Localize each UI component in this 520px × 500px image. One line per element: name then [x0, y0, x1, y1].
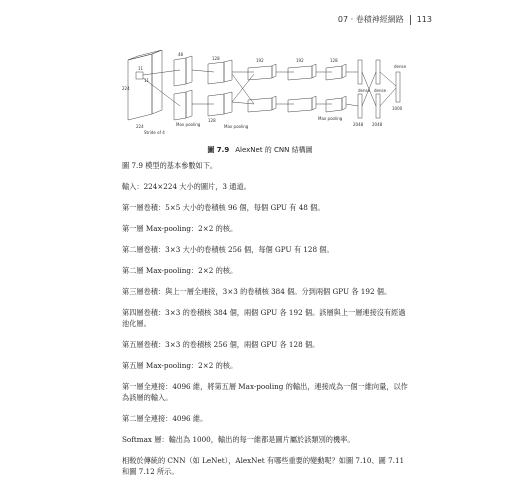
chapter-title: 07 · 卷積神經網路	[337, 15, 404, 24]
paragraph: 第一層 Max-pooling：2×2 的核。	[122, 224, 238, 233]
label-maxpool-2: Max pooling	[224, 124, 249, 129]
conv3-upper	[248, 66, 272, 80]
conv2-upper-side	[224, 60, 232, 82]
paragraph: Softmax 層：輸出為 1000，輸出的每一維都是圖片屬於該類別的機率。	[122, 435, 355, 444]
conv4-lower-side	[312, 96, 316, 110]
conv3-lower-side	[272, 96, 276, 110]
label-conv1-48: 48	[178, 52, 184, 57]
paragraph: 第五層卷積：3×3 的卷積核 256 個，兩個 GPU 各 128 個。	[122, 340, 320, 349]
paragraph: 第四層卷積：3×3 的卷積核 384 個，兩個 GPU 各 192 個。該層與上一層連接沒有經過池化層。	[122, 308, 406, 328]
input-volume-top	[128, 50, 162, 60]
label-dense-3: dense	[394, 64, 407, 69]
paragraph: 第一層卷積：5×5 大小的卷積核 96 個，每個 GPU 有 48 個。	[122, 203, 325, 212]
label-input-224b: 224	[136, 124, 144, 129]
conv3-lower	[248, 98, 272, 112]
alexnet-figure	[122, 50, 412, 138]
label-conv2-128a: 128	[212, 56, 220, 61]
label-dense-2048b: 2048	[372, 122, 383, 127]
input-volume-side	[152, 50, 162, 114]
label-kernel-11b: 11	[144, 78, 150, 83]
conv5-lower	[326, 98, 342, 112]
figure-caption	[0, 145, 520, 155]
label-conv5-128: 128	[330, 58, 338, 63]
paragraph: 第三層卷積：與上一層全連接，3×3 的卷積核 384 個。分到兩個 GPU 各 192 個。	[122, 287, 392, 296]
label-maxpool-1: Max pooling	[176, 122, 201, 127]
label-input-224a: 224	[122, 86, 130, 91]
dense2-upper	[376, 60, 380, 84]
label-stride: Stride of 4	[144, 130, 165, 135]
alexnet-diagram	[122, 50, 412, 138]
conv1-lower-side	[186, 90, 192, 118]
input-volume-front	[128, 54, 152, 120]
input-kernel	[136, 72, 143, 79]
figure-title: AlexNet 的 CNN 結構圖	[235, 146, 313, 154]
conv2-lower-side	[224, 92, 232, 114]
conv4-upper	[288, 66, 312, 80]
figure-number: 圖 7.9	[207, 146, 230, 154]
conv5-upper-side	[342, 64, 346, 78]
conv5-upper	[326, 66, 342, 80]
conv2-upper	[208, 62, 224, 84]
dense2-lower	[376, 94, 380, 118]
dense1-upper	[358, 60, 362, 84]
conv1-upper-side	[186, 56, 192, 84]
conv4-upper-side	[312, 64, 316, 78]
conv1-upper	[174, 58, 186, 86]
conv4-lower	[288, 98, 312, 112]
label-dense-1: dense	[358, 88, 371, 93]
page-number: 113	[416, 15, 432, 24]
conv3-upper-side	[272, 64, 276, 78]
paragraph: 輸入：224×224 大小的圖片，3 通道。	[122, 182, 251, 191]
paragraph: 第二層卷積：3×3 大小的卷積核 256 個，每個 GPU 有 128 個。	[122, 245, 334, 254]
label-output-1000: 1000	[392, 106, 403, 111]
label-conv2-128b: 128	[208, 118, 216, 123]
running-header	[338, 14, 432, 25]
dense3	[396, 72, 400, 102]
label-conv3-192: 192	[256, 58, 264, 63]
paragraph: 第五層 Max-pooling：2×2 的核。	[122, 361, 238, 370]
header-divider	[410, 15, 411, 25]
label-dense-2048a: 2048	[353, 122, 364, 127]
conv5-lower-side	[342, 96, 346, 110]
dense1-lower	[358, 94, 362, 118]
label-kernel-11a: 11	[138, 66, 144, 71]
label-conv4-192: 192	[296, 58, 304, 63]
conv2-lower	[208, 94, 224, 116]
paragraph: 第一層全連接：4096 維，將第五層 Max-pooling 的輸出，連接成為一個一維向量，以作為該層的輸入。	[122, 382, 408, 402]
label-dense-2: dense	[374, 88, 387, 93]
label-maxpool-3: Max pooling	[318, 116, 343, 121]
paragraph: 圖 7.9 模型的基本參數如下。	[122, 161, 218, 170]
paragraph: 相較於傳統的 CNN（如 LeNet），AlexNet 有哪些重要的變動呢？如圖 7.10、圖 7.11 和圖 7.12 所示。	[122, 456, 405, 476]
body-text	[122, 160, 410, 487]
paragraph: 第二層 Max-pooling：2×2 的核。	[122, 266, 238, 275]
paragraph: 第二層全連接：4096 維。	[122, 414, 208, 423]
